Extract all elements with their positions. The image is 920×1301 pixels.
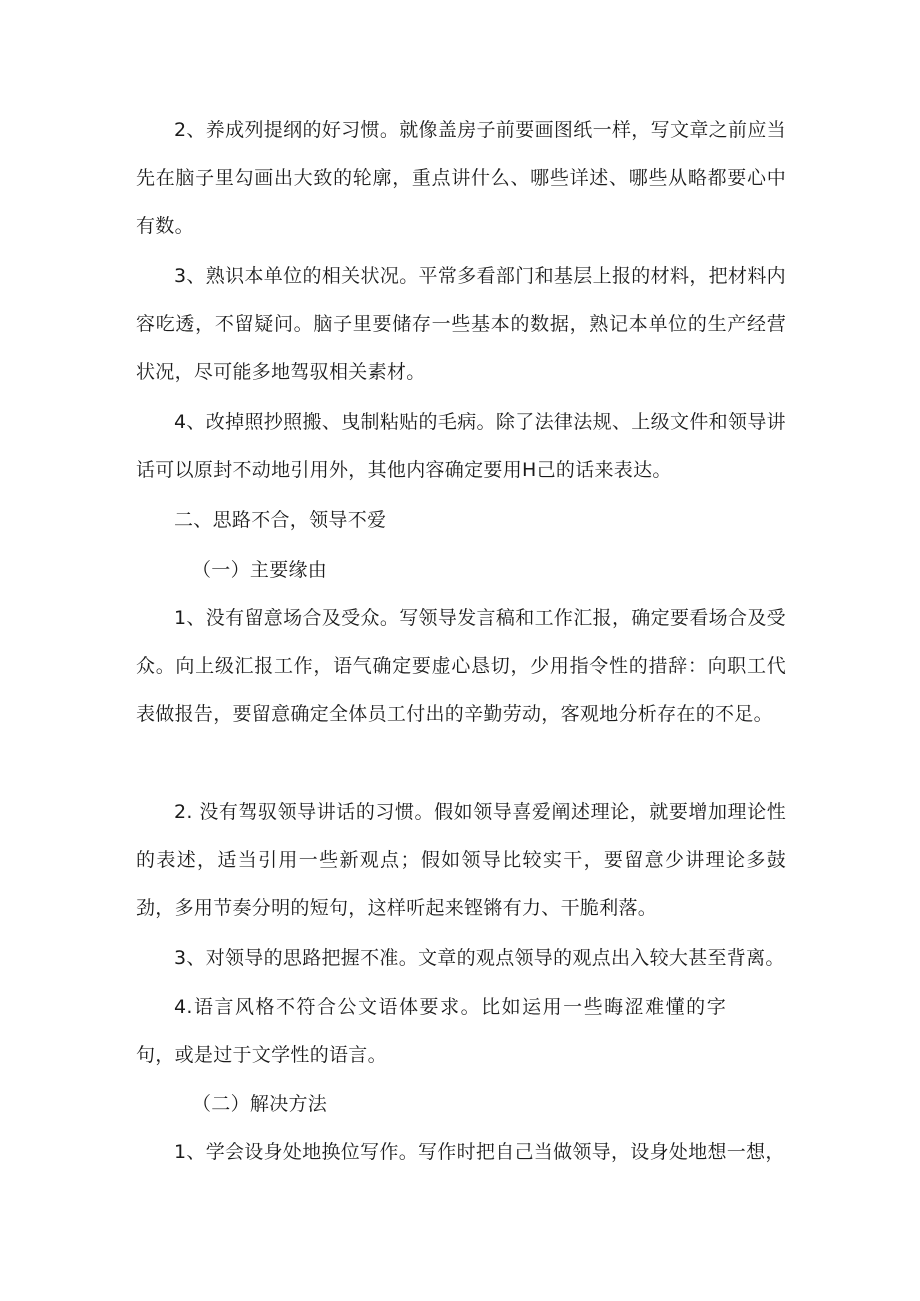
paragraph-occasion-audience: 1、没有留意场合及受众。写领导发言稿和工作汇报，确定要看场合及受众。向上级汇报工作，语气确定要虚心恳切，少用指令性的措辞：向职工代表做报告，要留意确定全体员工付出的辛勤劳动，客观地分析存在的不足。 bbox=[136, 607, 786, 725]
paragraph-empathy-writing: 1、学会设身处地换位写作。写作时把自己当做领导，设身处地想一想， bbox=[174, 1141, 785, 1163]
paragraph-list-outline: 2、养成列提纲的好习惯。就像盖房子前要画图纸一样，写文章之前应当先在脑子里勾画出大致的轮廓，重点讲什么、哪些详述、哪些从略都要心中有数。 bbox=[136, 119, 786, 237]
subheading-main-reasons: （一）主要缘由 bbox=[192, 559, 328, 581]
paragraph-leader-thinking: 3、对领导的思路把握不准。文章的观点领导的观点出入较大甚至背离。 bbox=[174, 947, 785, 969]
paragraph-know-unit: 3、熟识本单位的相关状况。平常多看部门和基层上报的材料，把材料内容吃透，不留疑问。脑子里要储存一些基本的数据，熟记本单位的生产经营状况，尽可能多地驾驭相关素材。 bbox=[136, 265, 786, 383]
subheading-solutions: （二）解决方法 bbox=[192, 1093, 328, 1115]
paragraph-leader-habits: 2. 没有驾驭领导讲话的习惯。假如领导喜爱阐述理论，就要增加理论性的表述，适当引用一些新观点；假如领导比较实干，要留意少讲理论多鼓劲，多用节奏分明的短句，这样听起来铿锵有力、干脆利落。 bbox=[136, 801, 786, 919]
section-heading-2: 二、思路不合，领导不爱 bbox=[174, 509, 387, 531]
paragraph-no-copy-paste: 4、改掉照抄照搬、曳制粘贴的毛病。除了法律法规、上级文件和领导讲话可以原封不动地引用外，其他内容确定要用H己的话来表达。 bbox=[136, 411, 786, 481]
paragraph-language-style: 4.语言风格不符合公文语体要求。比如运用一些晦涩难懂的字句，或是过于文学性的语言。 bbox=[136, 996, 726, 1066]
